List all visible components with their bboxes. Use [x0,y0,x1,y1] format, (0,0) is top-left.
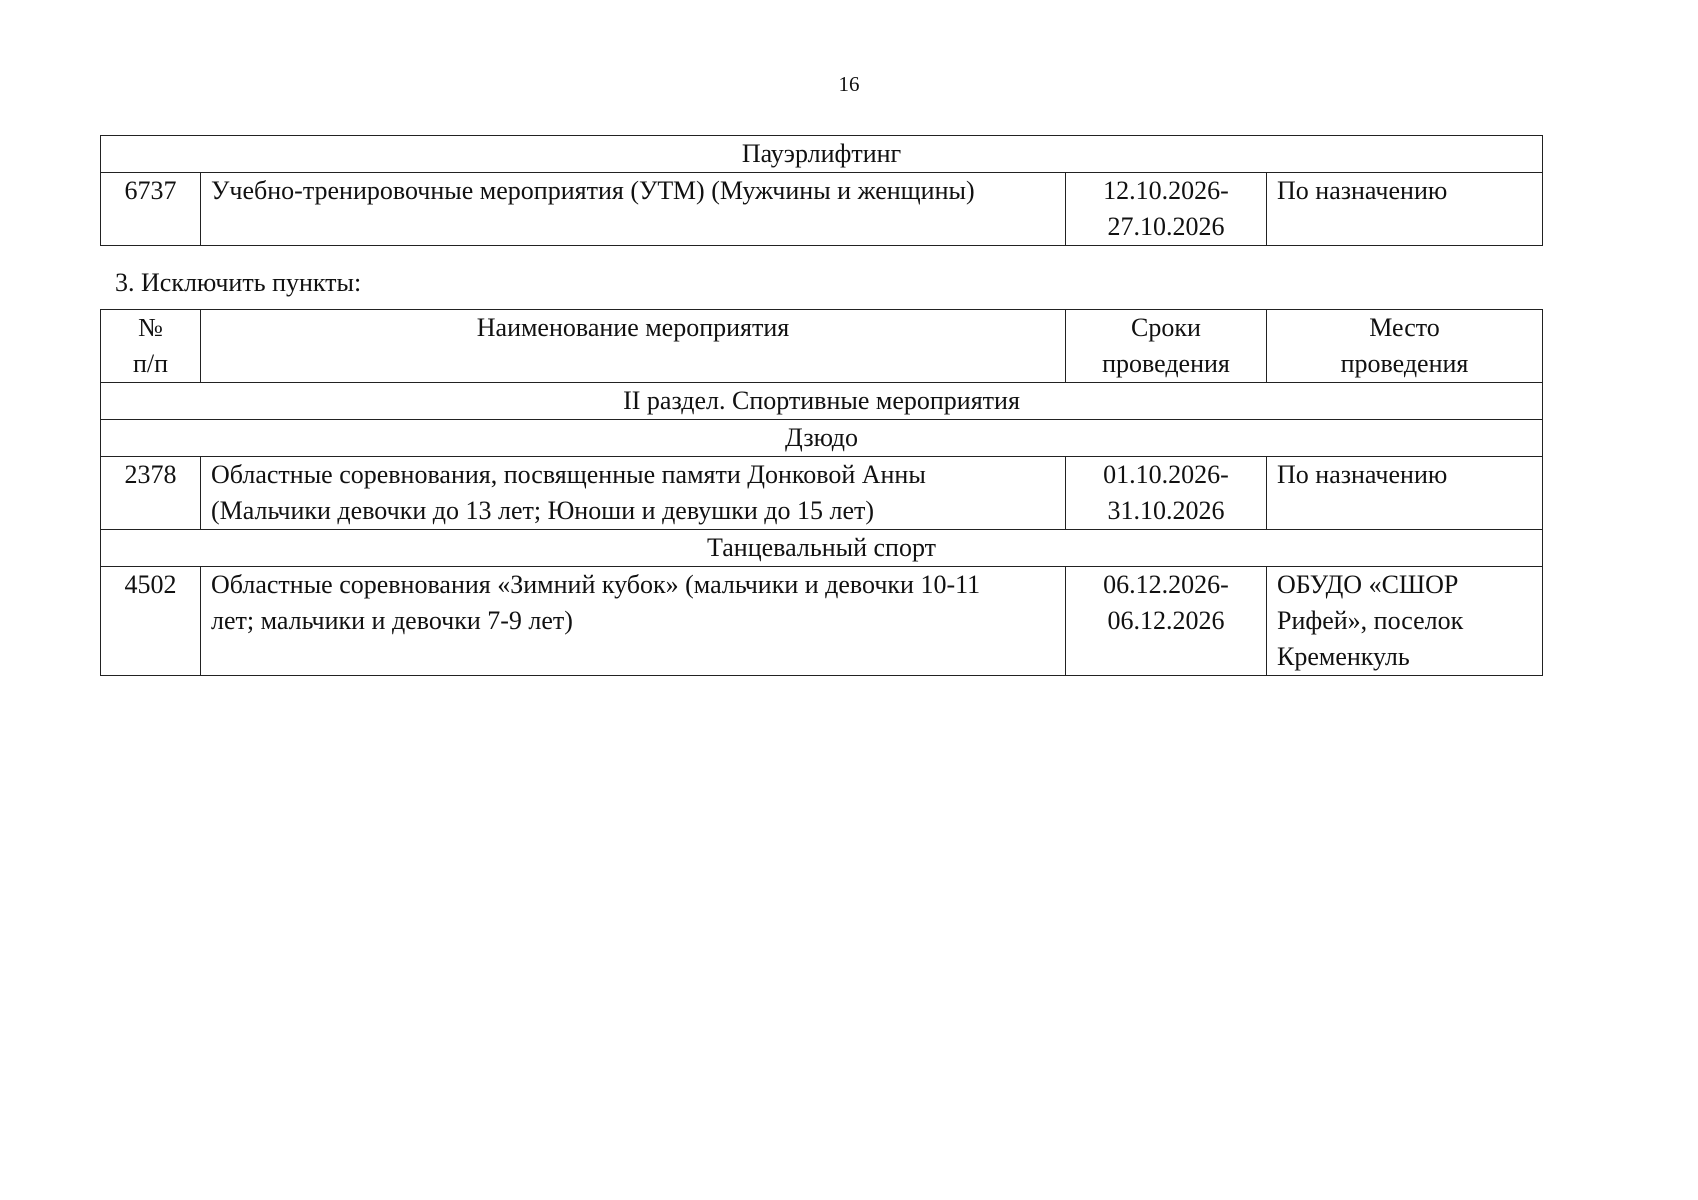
header-dates [1066,310,1267,383]
sport-section-row [101,420,1543,457]
header-event-name: Наименование мероприятия [201,310,1066,383]
date-start: 12.10.2026- [1103,176,1229,205]
header-place [1267,310,1543,383]
sport-section-title: Пауэрлифтинг [101,136,1543,173]
event-name-line1: Областные соревнования, посвященные памяти Донковой Анны [211,460,926,489]
header-dates-line1: Сроки [1131,313,1201,342]
event-number: 6737 [101,173,201,246]
event-dates [1066,567,1267,676]
date-end: 27.10.2026 [1107,212,1225,241]
event-name [201,457,1066,530]
part-title: II раздел. Спортивные мероприятия [101,383,1543,420]
sport-section-row [101,530,1543,567]
event-name: Учебно-тренировочные мероприятия (УТМ) (Мужчины и женщины) [201,173,1066,246]
header-place-line2: проведения [1340,349,1469,378]
event-place: По назначению [1267,173,1543,246]
event-dates [1066,173,1267,246]
event-place [1267,567,1543,676]
event-place-line3: Кременкуль [1277,642,1410,671]
sport-section-title: Дзюдо [101,420,1543,457]
event-number: 2378 [101,457,201,530]
event-name-line1: Областные соревнования «Зимний кубок» (мальчики и девочки 10-11 [211,570,981,599]
date-end: 31.10.2026 [1107,496,1225,525]
part-row [101,383,1543,420]
header-dates-line2: проведения [1102,349,1230,378]
event-name-line2: лет; мальчики и девочки 7-9 лет) [211,606,573,635]
event-place-line1: По назначению [1277,460,1448,489]
page-number: 16 [838,72,860,96]
table-row [101,457,1543,530]
sport-section-row [101,136,1543,173]
header-number-line1: № [138,313,163,342]
date-start: 01.10.2026- [1103,460,1229,489]
event-number: 4502 [101,567,201,676]
header-number-line2: п/п [132,349,169,378]
event-place-line2: Рифей», поселок [1277,606,1464,635]
exclude-items-paragraph: 3. Исключить пункты: [115,268,362,297]
date-end: 06.12.2026 [1107,606,1225,635]
header-number [101,310,201,383]
table-header-row [101,310,1543,383]
date-start: 06.12.2026- [1103,570,1229,599]
event-place-line1: ОБУДО «СШОР [1277,570,1459,599]
table-row [101,173,1543,246]
table-row [101,567,1543,676]
event-name-line2: (Мальчики девочки до 13 лет; Юноши и девушки до 15 лет) [211,496,875,525]
events-table-additions [100,135,1543,246]
event-dates [1066,457,1267,530]
event-place [1267,457,1543,530]
events-table-exclusions [100,309,1543,676]
event-name [201,567,1066,676]
sport-section-title: Танцевальный спорт [101,530,1543,567]
header-place-line1: Место [1369,313,1440,342]
